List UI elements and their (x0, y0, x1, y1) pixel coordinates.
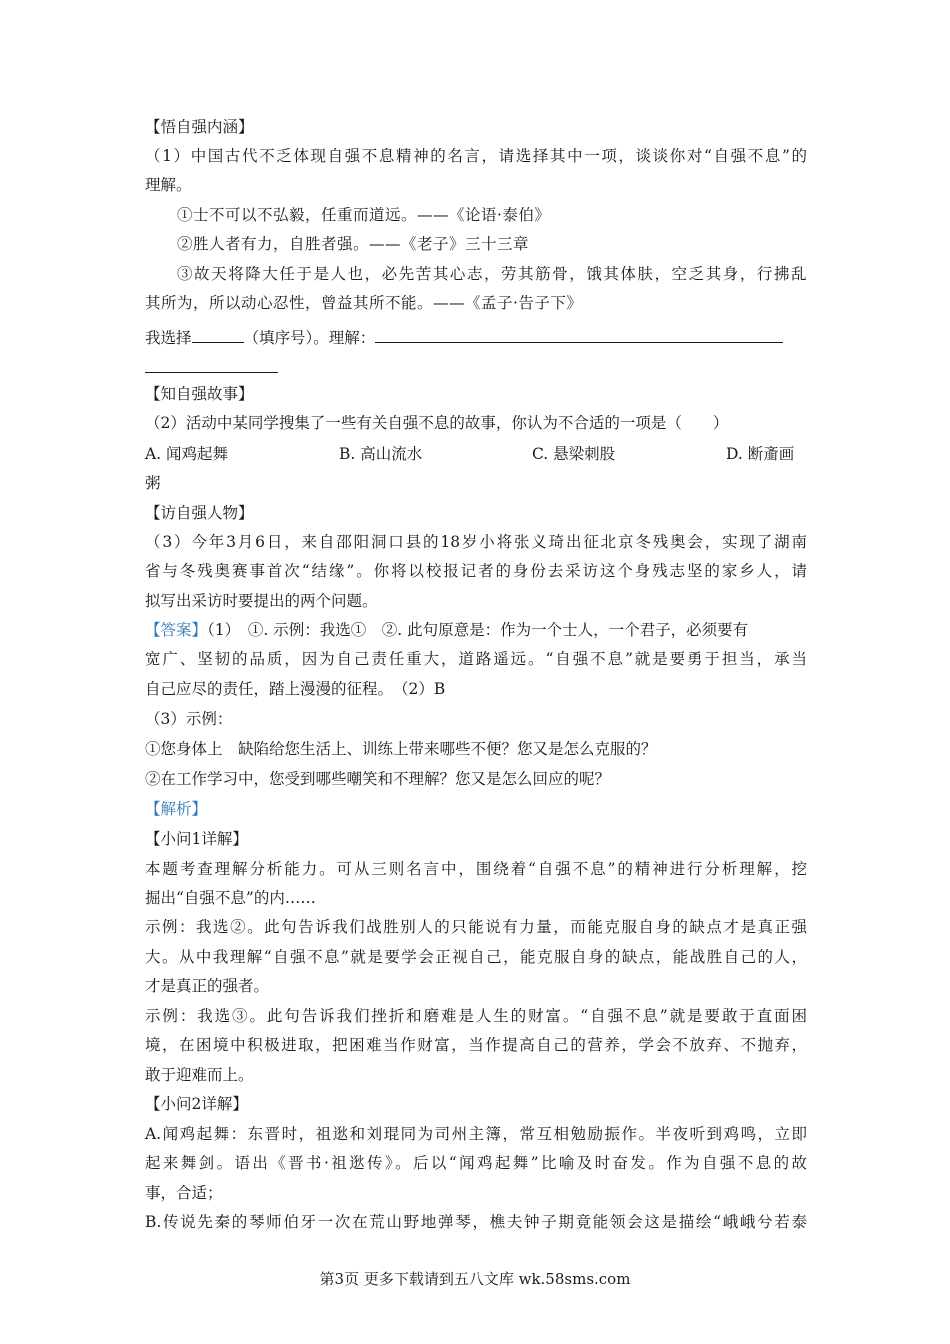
section-header-person: 【访自强人物】 (145, 504, 254, 522)
q1-line2: 理解。 (145, 176, 192, 194)
q2-option-c: C. 悬梁刺股 (532, 445, 616, 463)
choose-line (145, 326, 783, 348)
analysis-p1-line2: 掘出“自强不息”的内…… (145, 889, 316, 907)
q2-option-d-wrap: 粥 (145, 474, 161, 492)
analysis-p2-line1: 示例：我选②。此句告诉我们战胜别人的只能说有力量，而能克服自身的缺点才是真正强 (145, 918, 807, 936)
q3-line2: 省与冬残奥赛事首次“结缘”。你将以校报记者的身份去采访这个身残志坚的家乡人，请 (145, 562, 807, 580)
choose-prefix: 我选择 (145, 329, 192, 347)
analysis-label: 【解析】 (145, 800, 208, 818)
q2-option-a: A. 闻鸡起舞 (145, 445, 229, 463)
analysis-p2-line2: 大。从中我理解“自强不息”就是要学会正视自己，能克服自身的缺点，能战胜自己的人， (145, 948, 807, 966)
q3-line1: （3）今年3月6日，来自邵阳洞口县的18岁小将张义琦出征北京冬残奥会，实现了湖南 (145, 533, 807, 551)
analysis-p3-line3: 敢于迎难而上。 (145, 1066, 254, 1084)
q2-option-b: B. 高山流水 (339, 445, 423, 463)
sub-question-2-header: 【小问2详解】 (145, 1095, 248, 1113)
analysis-p3-line1: 示例：我选③。此句告诉我们挫折和磨难是人生的财富。“自强不息”就是要敢于直面困 (145, 1007, 807, 1025)
answer-line4: （3）示例： (145, 710, 233, 728)
answer-line3: 自己应尽的责任，踏上漫漫的征程。 （2）B (145, 680, 446, 698)
answer-line5: ①您身体上 缺陷给您生活上、训练上带来哪些不便？您又是怎么克服的？ (145, 740, 657, 758)
understanding-blank[interactable] (375, 326, 783, 343)
answer-line1-text: （1） ①. 示例：我选① ②. 此句原意是：作为一个士人，一个君子，必须要有 (207, 621, 749, 639)
analysis-p5-line1: B.传说先秦的琴师伯牙一次在荒山野地弹琴，樵夫钟子期竟能领会这是描绘“峨峨兮若泰 (145, 1213, 807, 1231)
understanding-blank-continued[interactable] (145, 356, 278, 373)
q3-line3: 拟写出采访时要提出的两个问题。 (145, 592, 378, 610)
analysis-p1-line1: 本题考查理解分析能力。可从三则名言中，围绕着“自强不息”的精神进行分析理解，挖 (145, 860, 807, 878)
q2-option-d: D. 断齑画 (726, 445, 795, 463)
section-header-story: 【知自强故事】 (145, 385, 254, 403)
sequence-blank[interactable] (192, 326, 244, 343)
analysis-p3-line2: 境，在困境中积极进取，把困难当作财富，当作提高自己的营养，学会不放弃、不抛弃， (145, 1036, 807, 1054)
choose-suffix: （填序号）。理解： (243, 329, 376, 347)
q2-stem: （2）活动中某同学搜集了一些有关自强不息的故事，你认为不合适的一项是（ ） (145, 414, 729, 432)
analysis-p4-line2: 起来舞剑。语出《晋书·祖逖传》。后以“闻鸡起舞”比喻及时奋发。作为自强不息的故 (145, 1154, 807, 1172)
q1-line1: （1）中国古代不乏体现自强不息精神的名言，请选择其中一项，谈谈你对“自强不息”的 (145, 147, 807, 165)
sub-question-1-header: 【小问1详解】 (145, 830, 248, 848)
answer-line1 (145, 620, 807, 640)
answer-line6: ②在工作学习中，您受到哪些嘲笑和不理解？您又是怎么回应的呢？ (145, 770, 611, 788)
page-footer: 第3页 更多下载请到五八文库 wk.58sms.com (319, 1270, 631, 1288)
analysis-p4-line3: 事，合适； (145, 1184, 223, 1202)
analysis-p2-line3: 才是真正的强者。 (145, 977, 270, 995)
quote-3-line2: 其所为，所以动心忍性，曾益其所不能。——《孟子·告子下》 (145, 294, 583, 312)
quote-2: ②胜人者有力，自胜者强。——《老子》三十三章 (177, 235, 530, 253)
analysis-p4-line1: A.闻鸡起舞：东晋时，祖逖和刘琨同为司州主簿，常互相勉励振作。半夜听到鸡鸣，立即 (145, 1125, 807, 1143)
quote-1: ①士不可以不弘毅，任重而道远。——《论语·泰伯》 (177, 206, 551, 224)
quote-3-line1: ③故天将降大任于是人也，必先苦其心志，劳其筋骨，饿其体肤，空乏其身，行拂乱 (177, 265, 807, 283)
section-header-meaning: 【悟自强内涵】 (145, 118, 254, 136)
answer-label: 【答案】 (145, 621, 208, 639)
answer-line2: 宽广、坚韧的品质，因为自己责任重大，道路遥远。“自强不息”就是要勇于担当，承当 (145, 650, 807, 668)
